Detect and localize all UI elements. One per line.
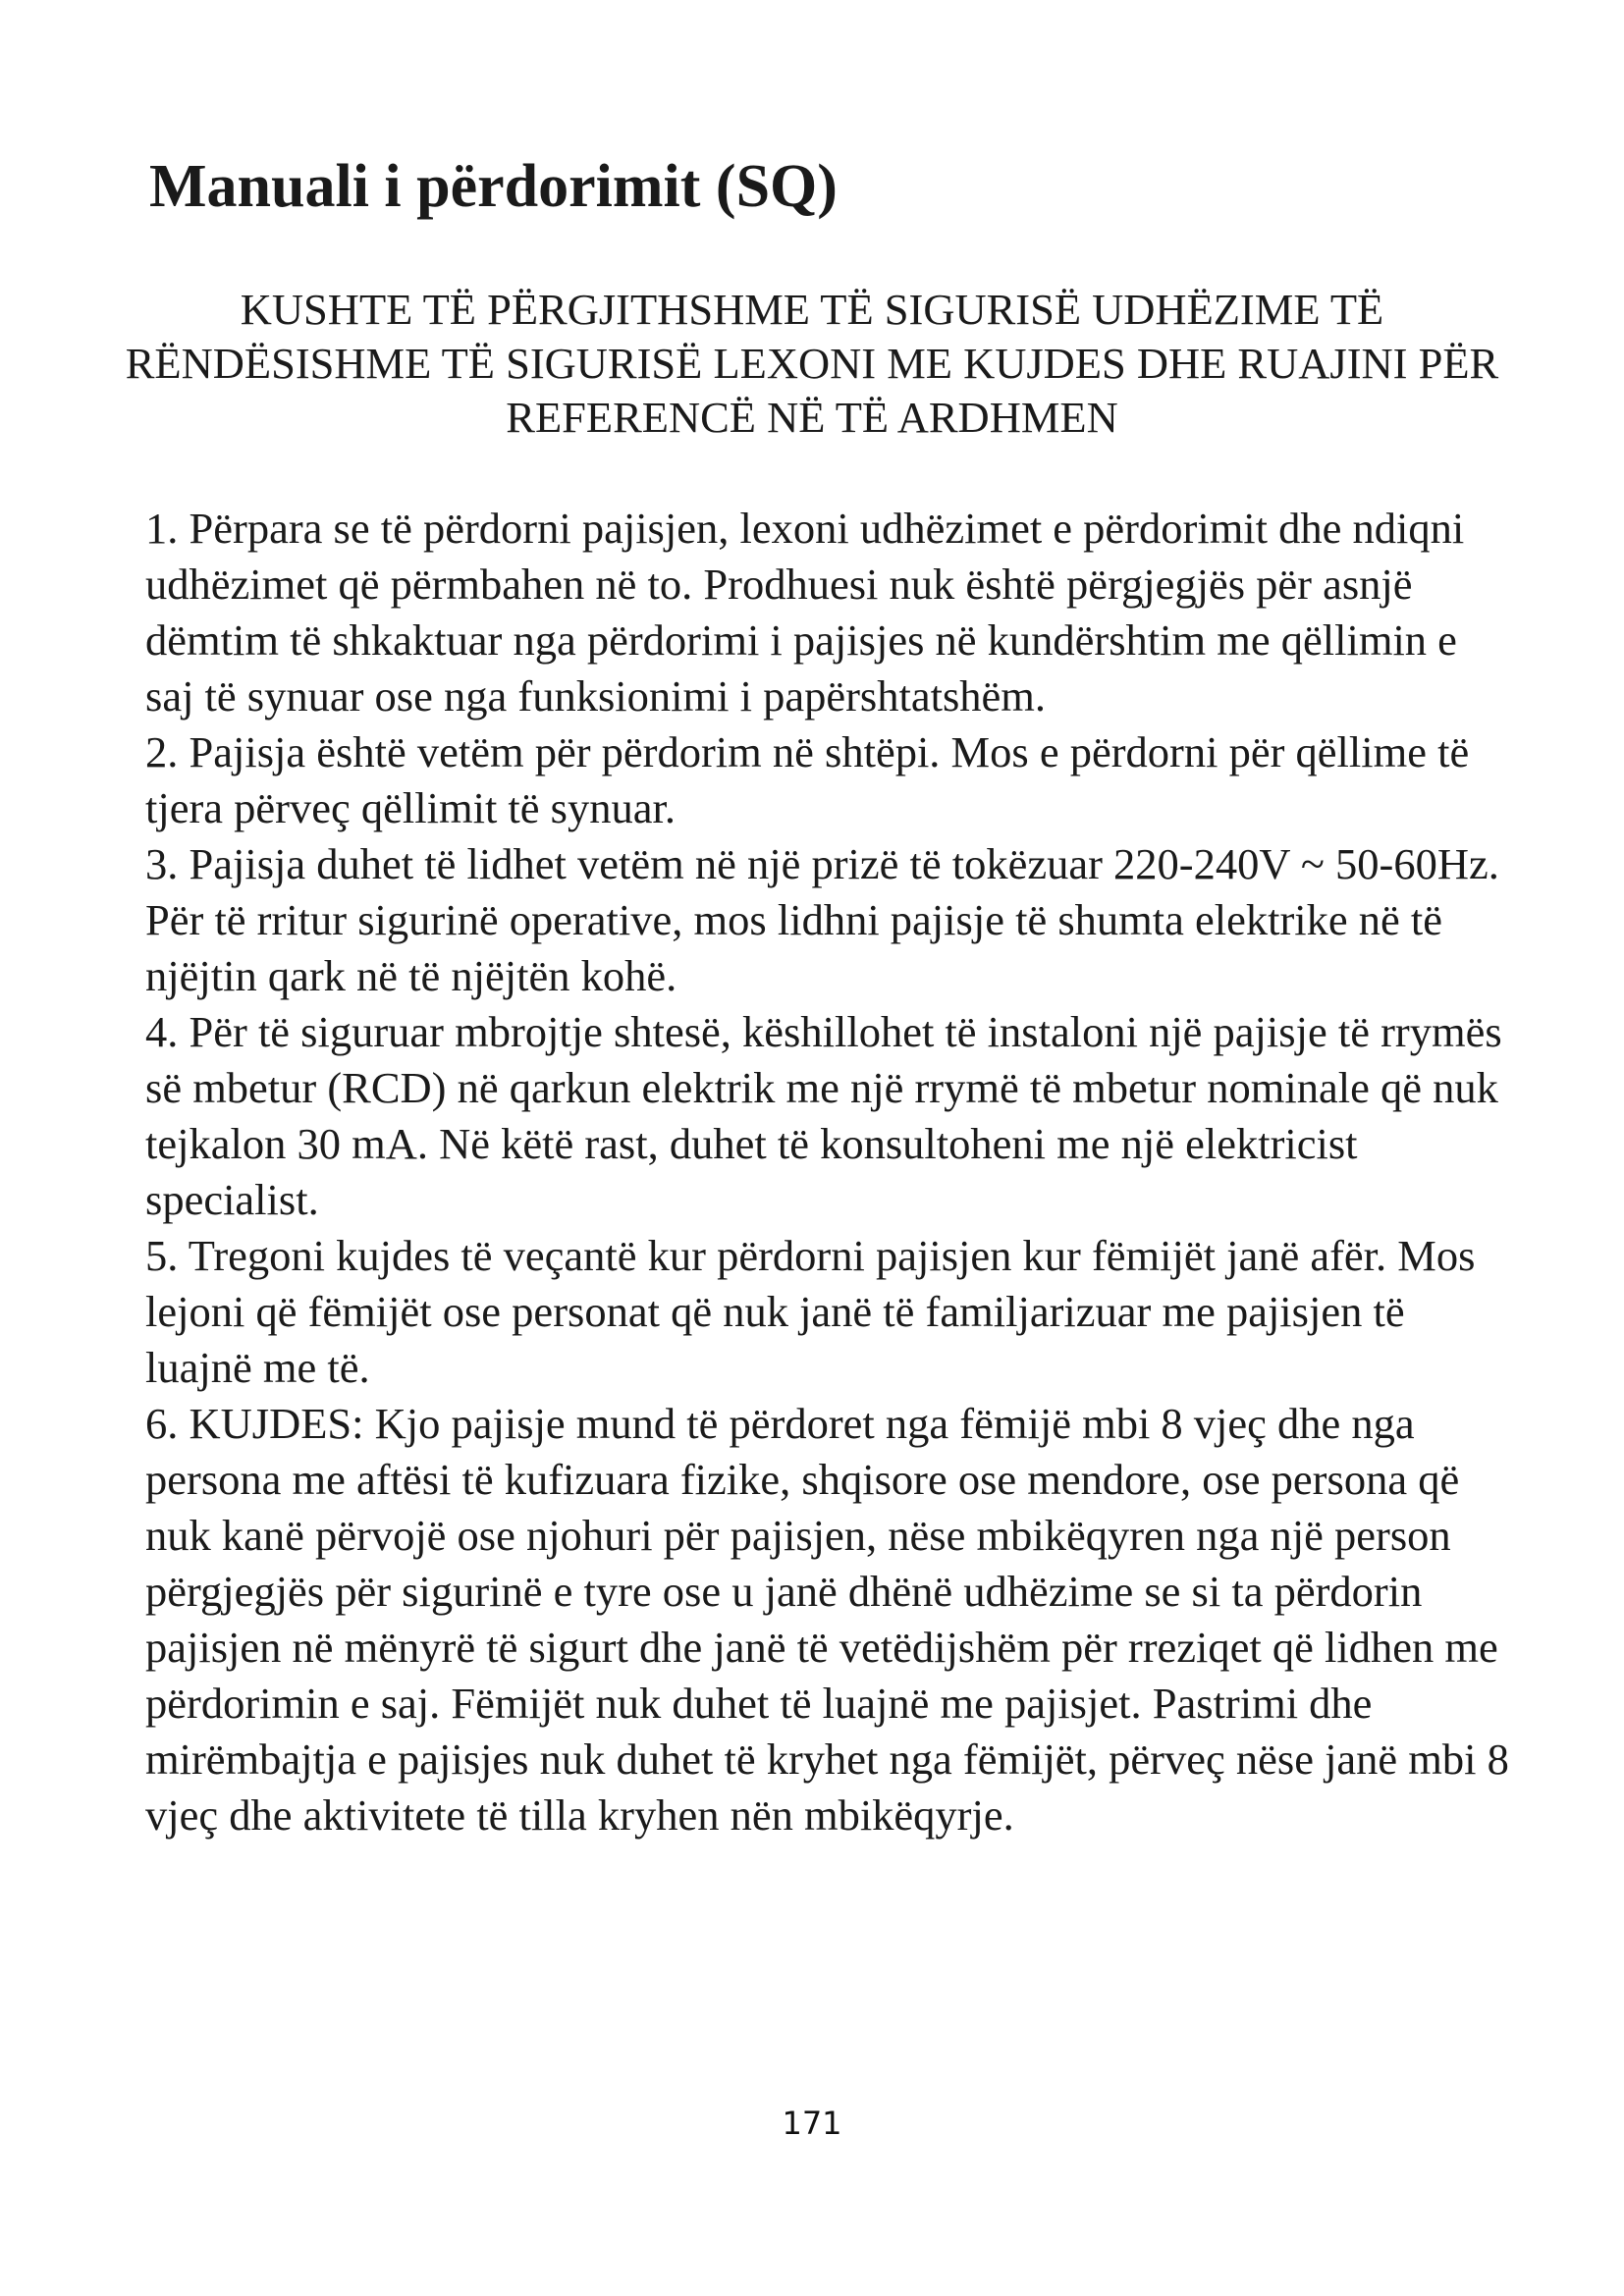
instruction-paragraph-4: 4. Për të siguruar mbrojtje shtesë, këshillohet të instaloni një pajisje të rrymës së mbetur (RCD) në qarkun elektrik me një rrymë të mbetur nominale që nuk tejkalon 30 mA. Në këtë rast, duhet të konsultoheni me një elektricist specialist. — [145, 1007, 1502, 1224]
page-title: Manuali i përdorimit (SQ) — [149, 153, 838, 220]
instruction-paragraph-3-note: Për të rritur sigurinë operative, mos lidhni pajisje të shumta elektrike në të njëjtin qark në të njëjtën kohë. — [145, 895, 1443, 1000]
safety-heading: KUSHTE TË PËRGJITHSHME TË SIGURISË UDHËZIME TË RËNDËSISHME TË SIGURISË LEXONI ME KUJDES DHE RUAJINI PËR REFERENCË NË TË ARDHMEN — [125, 285, 1499, 442]
instruction-paragraph-6: 6. KUJDES: Kjo pajisje mund të përdoret nga fëmijë mbi 8 vjeç dhe nga persona me aftësi të kufizuara fizike, shqisore ose mendore, ose persona që nuk kanë përvojë ose njohuri për pajisjen, nëse mbikëqyren nga një person përgjegjës për sigurinë e tyre ose u janë dhënë udhëzime se si ta përdorin pajisjen në mënyrë të sigurt dhe janë të vetëdijshëm për rreziqet që lidhen me përdorimin e saj. Fëmijët nuk duhet të luajnë me pajisjet. Pastrimi dhe mirëmbajtja e pajisjes nuk duhet të kryhet nga fëmijët, përveç nëse janë mbi 8 vjeç dhe aktivitete të tilla kryhen nën mbikëqyrje. — [145, 1399, 1509, 1840]
instruction-paragraph-1: 1. Përpara se të përdorni pajisjen, lexoni udhëzimet e përdorimit dhe ndiqni udhëzimet që përmbahen në to. Prodhuesi nuk është përgjegjës për asnjë dëmtim të shkaktuar nga përdorimi i pajisjes në kundërshtim me qëllimin e saj të synuar ose nga funksionimi i papërshtatshëm. — [145, 504, 1465, 721]
page-number: 171 — [782, 2105, 842, 2142]
instructions-body — [145, 501, 1515, 1843]
instruction-paragraph-3: 3. Pajisja duhet të lidhet vetëm në një prizë të tokëzuar 220-240V ~ 50-60Hz. — [145, 839, 1499, 888]
instruction-paragraph-5: 5. Tregoni kujdes të veçantë kur përdorni pajisjen kur fëmijët janë afër. Mos lejoni që fëmijët ose personat që nuk janë të familjarizuar me pajisjen të luajnë me të. — [145, 1231, 1476, 1392]
instruction-paragraph-2: 2. Pajisja është vetëm për përdorim në shtëpi. Mos e përdorni për qëllime të tjera përveç qëllimit të synuar. — [145, 727, 1470, 832]
